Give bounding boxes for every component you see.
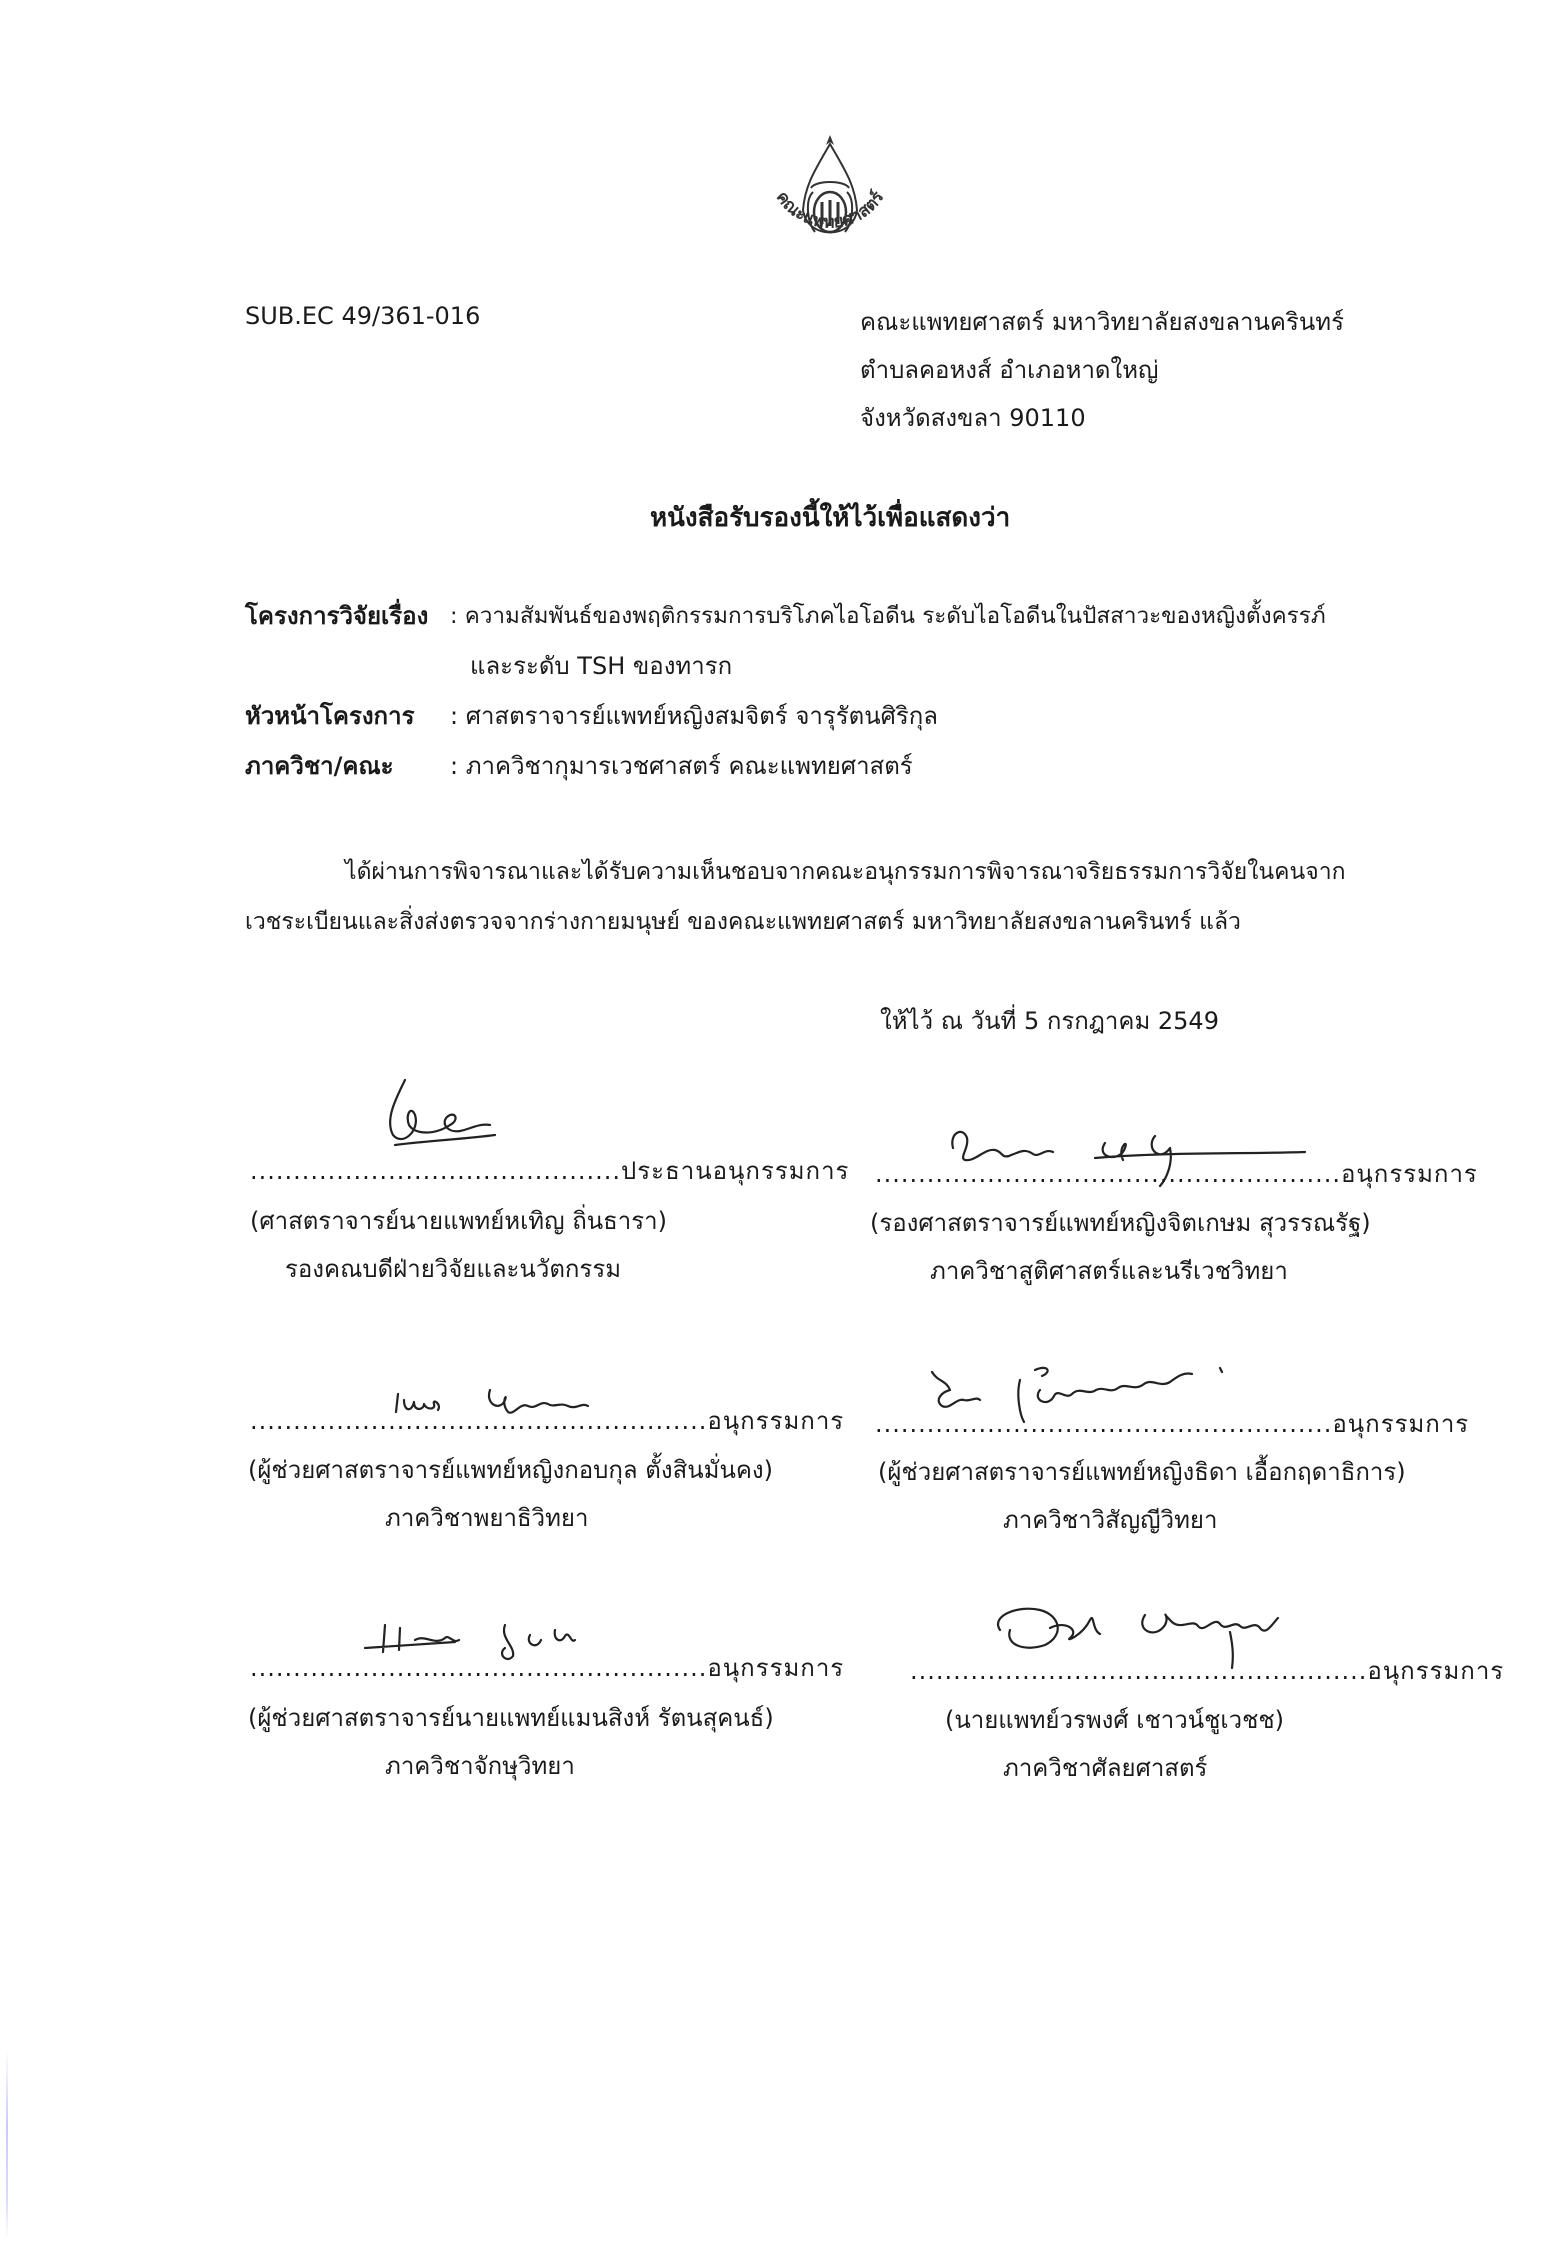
signatory-department: รองคณบดีฝ่ายวิจัยและนวัตกรรม: [285, 1255, 622, 1283]
project-head-value: : ศาสตราจารย์แพทย์หญิงสมจิตร์ จารุรัตนศิริกุล: [450, 702, 938, 730]
signature-chairman: [375, 1075, 505, 1165]
signatory-department: ภาควิชาวิสัญญีวิทยา: [1003, 1506, 1218, 1534]
department-label: ภาควิชา/คณะ: [245, 752, 394, 780]
project-topic-value-line2: และระดับ TSH ของทารก: [470, 652, 733, 680]
signatory-department: ภาควิชาจักษุวิทยา: [385, 1752, 575, 1780]
scan-edge-artifact: [6, 2050, 8, 2240]
address-line-1: คณะแพทยศาสตร์ มหาวิทยาลัยสงขลานครินทร์: [860, 308, 1344, 336]
signature-line-member-3: [875, 1408, 1469, 1440]
signature-dots: .....................................................: [875, 1410, 1333, 1438]
signature-line-member-1: [875, 1158, 1478, 1190]
signature-line-member-4: [250, 1652, 844, 1684]
body-paragraph-line-1: ได้ผ่านการพิจารณาและได้รับความเห็นชอบจากคณะอนุกรรมการพิจารณาจริยธรรมการวิจัยในคนจาก: [345, 859, 1346, 885]
signature-dots: .....................................................: [250, 1407, 708, 1435]
signature-line-member-2: [250, 1405, 844, 1437]
signatory-name: (นายแพทย์วรพงศ์ เชาวน์ชูเวชช): [945, 1706, 1285, 1734]
role-label: อนุกรรมการ: [1340, 1160, 1478, 1188]
address-line-2: ตำบลคอหงส์ อำเภอหาดใหญ่: [860, 356, 1159, 384]
signatory-department: ภาควิชาศัลยศาสตร์: [1003, 1754, 1208, 1782]
role-label: อนุกรรมการ: [707, 1654, 845, 1682]
signatory-department: ภาควิชาพยาธิวิทยา: [385, 1504, 589, 1532]
address-line-3: จังหวัดสงขลา 90110: [860, 404, 1086, 432]
signature-line-chairman: [250, 1155, 849, 1187]
role-label: อนุกรรมการ: [707, 1407, 845, 1435]
project-topic-value: : ความสัมพันธ์ของพฤติกรรมการบริโภคไอโอดีน ระดับไอโอดีนในปัสสาวะของหญิงตั้งครรภ์: [450, 603, 1326, 629]
signature-dots: ...........................................: [250, 1157, 622, 1185]
body-paragraph-line-2: เวชระเบียนและสิ่งส่งตรวจจากร่างกายมนุษย์ ของคณะแพทยศาสตร์ มหาวิทยาลัยสงขลานครินทร์ แล้ว: [245, 909, 1241, 935]
signatory-name: (ศาสตราจารย์นายแพทย์หเทิญ ถิ่นธารา): [250, 1207, 667, 1235]
department-value: : ภาควิชากุมารเวชศาสตร์ คณะแพทยศาสตร์: [450, 752, 913, 780]
signatory-name: (ผู้ช่วยศาสตราจารย์แพทย์หญิงธิดา เอื้อกฤดาธิการ): [878, 1458, 1406, 1486]
signatory-name: (รองศาสตราจารย์แพทย์หญิงจิตเกษม สุวรรณรัฐ): [870, 1209, 1371, 1237]
signature-dots: .....................................................: [910, 1657, 1368, 1685]
signature-line-member-5: [910, 1655, 1504, 1687]
project-head-label: หัวหน้าโครงการ: [245, 702, 415, 730]
role-label: ประธานอนุกรรมการ: [621, 1157, 850, 1185]
signatory-name: (ผู้ช่วยศาสตราจารย์แพทย์หญิงกอบกุล ตั้งสินมั่นคง): [248, 1456, 773, 1484]
role-label: อนุกรรมการ: [1332, 1410, 1470, 1438]
signatory-name: (ผู้ช่วยศาสตราจารย์นายแพทย์แมนสิงห์ รัตนสุคนธ์): [248, 1704, 774, 1732]
project-topic-label: โครงการวิจัยเรื่อง: [245, 602, 429, 630]
reference-number: SUB.EC 49/361-016: [245, 302, 481, 330]
role-label: อนุกรรมการ: [1367, 1657, 1505, 1685]
svg-text:คณะแพทยศาสตร์: คณะแพทยศาสตร์: [771, 187, 889, 233]
signature-dots: ......................................................: [875, 1160, 1341, 1188]
issue-date: ให้ไว้ ณ วันที่ 5 กรกฎาคม 2549: [880, 1007, 1219, 1035]
faculty-seal-logo: [745, 130, 915, 280]
signatory-department: ภาควิชาสูติศาสตร์และนรีเวชวิทยา: [930, 1257, 1288, 1285]
document-title: หนังสือรับรองนี้ให้ไว้เพื่อแสดงว่า: [650, 503, 1011, 533]
signature-dots: .....................................................: [250, 1654, 708, 1682]
